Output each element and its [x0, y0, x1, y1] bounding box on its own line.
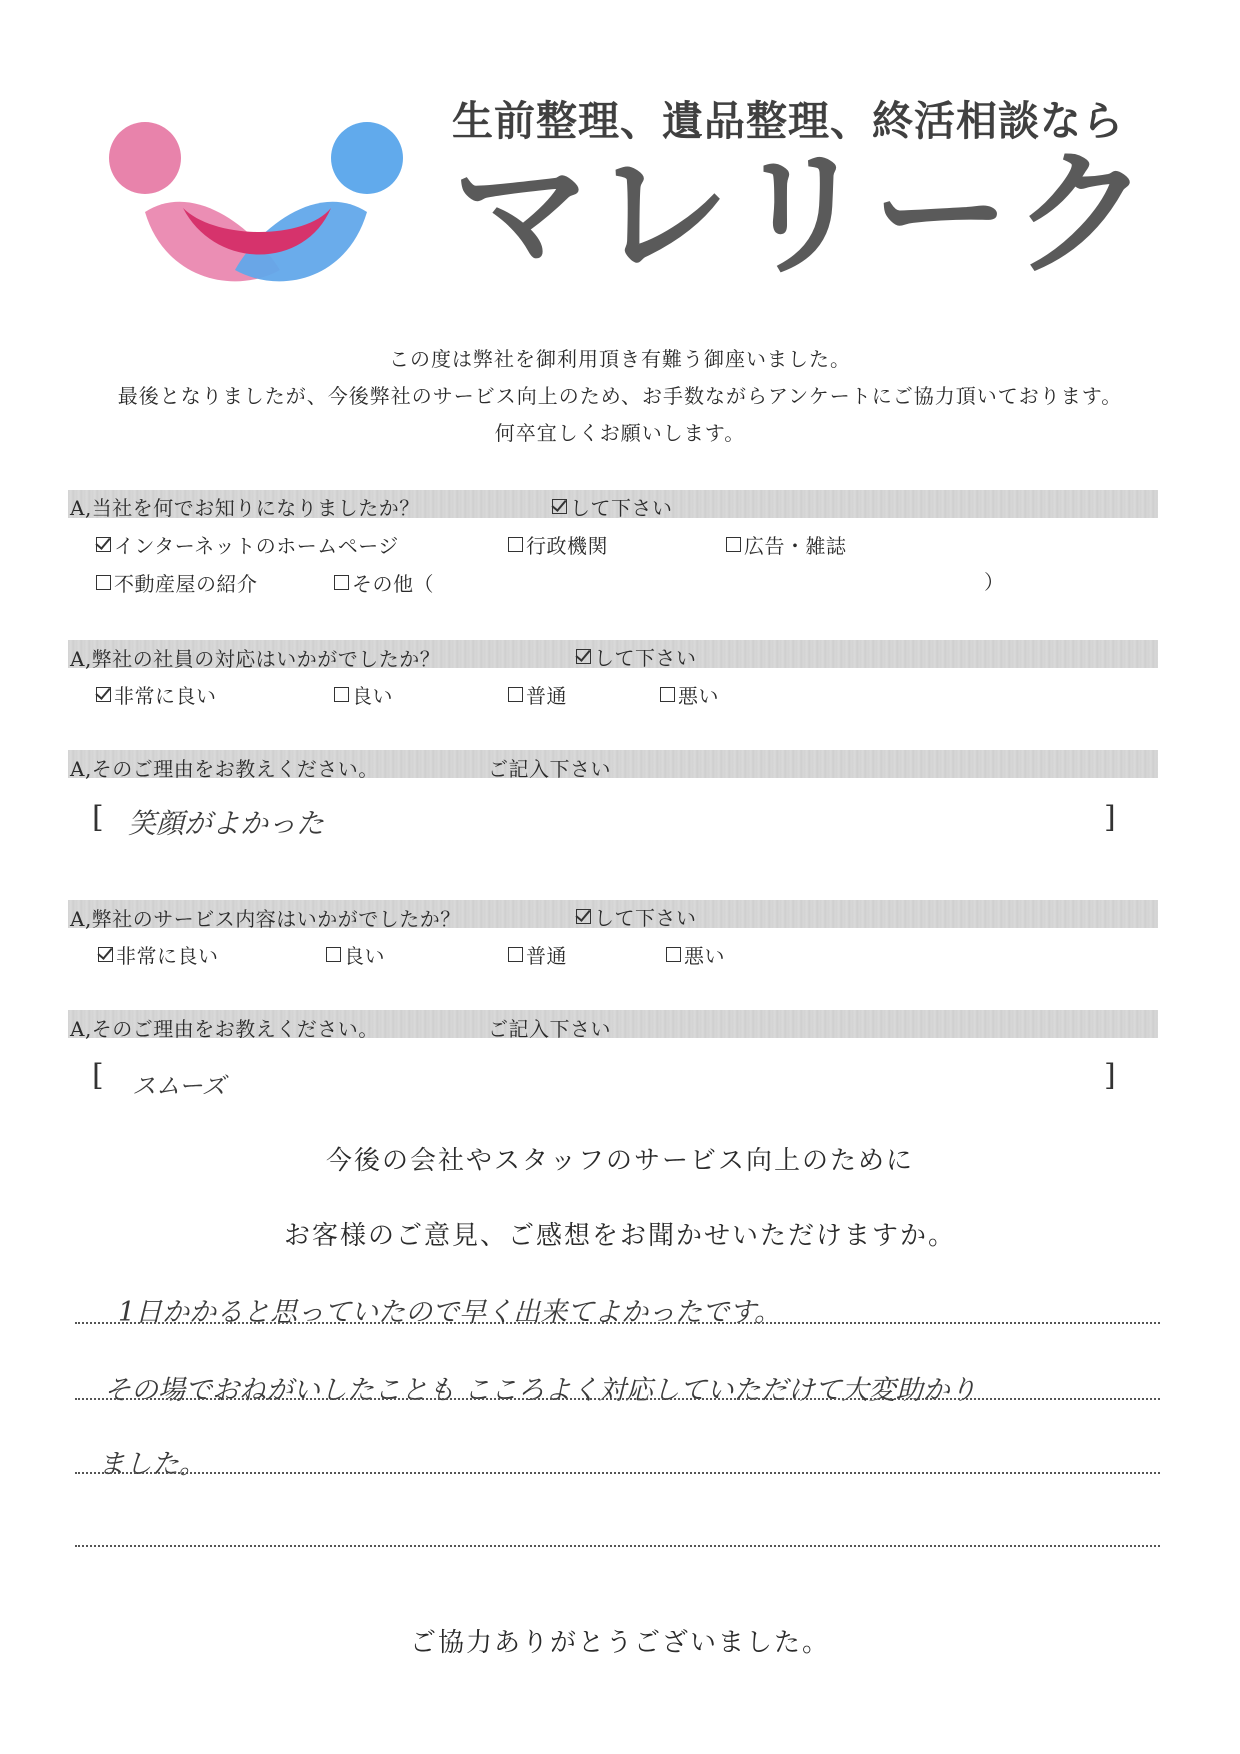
option-label: 非常に良い: [114, 684, 217, 708]
q4-option-very-good[interactable]: [98, 940, 219, 969]
option-label: 普通: [526, 684, 567, 708]
q4-hint: [576, 902, 697, 931]
checkbox-icon[interactable]: [96, 575, 111, 590]
q1-option-other[interactable]: [334, 568, 434, 597]
dotted-line-2: [75, 1398, 1160, 1400]
checkbox-checked-icon[interactable]: [96, 687, 111, 702]
q5-question: A,そのご理由をお教えください。: [70, 1017, 379, 1041]
option-label: 不動産屋の紹介: [114, 572, 258, 596]
option-label: 良い: [344, 944, 385, 968]
feedback-line-2[interactable]: その場でおねがいしたことも こころよく対応していただけて大変助かり: [104, 1375, 977, 1406]
dotted-line-1: [75, 1322, 1160, 1324]
feedback-prompt-1: 今後の会社やスタッフのサービス向上のために: [325, 1146, 914, 1176]
option-label: その他（: [352, 572, 434, 596]
q2-option-average[interactable]: [508, 680, 567, 709]
brand-name: マレリーク: [452, 134, 1153, 295]
q1-option-realestate[interactable]: [96, 568, 258, 597]
intro-line-1: この度は弊社を御利用頂き有難う御座いました。: [389, 347, 851, 371]
q3-answer[interactable]: 笑顔がよかった: [128, 807, 325, 840]
q2-option-very-good[interactable]: [96, 680, 217, 709]
feedback-prompt-2: お客様のご意見、ご感想をお聞かせいただけますか。: [283, 1221, 956, 1251]
checkbox-icon[interactable]: [726, 537, 741, 552]
option-label: 悪い: [678, 684, 719, 708]
q5-open-bracket: [: [92, 1058, 104, 1093]
q4-option-bad[interactable]: [666, 940, 725, 969]
q2-hint: [576, 642, 697, 671]
q1-hint-label: して下さい: [570, 496, 673, 520]
checkbox-icon[interactable]: [508, 947, 523, 962]
tagline: 生前整理、遺品整理、終活相談なら: [452, 97, 1124, 145]
checkbox-icon[interactable]: [660, 687, 675, 702]
q5-close-bracket: ]: [1104, 1058, 1116, 1093]
option-label: 良い: [352, 684, 393, 708]
q1-hint: [552, 492, 673, 521]
hint-check-icon: [576, 649, 591, 664]
checkbox-icon[interactable]: [326, 947, 341, 962]
option-label: インターネットのホームページ: [114, 534, 399, 558]
option-label: 行政機関: [526, 534, 608, 558]
q3-question: A,そのご理由をお教えください。: [70, 757, 379, 781]
q1-question: A,当社を何でお知りになりましたか？: [70, 496, 420, 520]
option-label: 悪い: [684, 944, 725, 968]
q1-option-government[interactable]: [508, 530, 608, 559]
feedback-line-1[interactable]: 1日かかると思っていたので早く出来てよかったです。: [118, 1297, 782, 1328]
checkbox-icon[interactable]: [334, 575, 349, 590]
brand-logo-icon: [105, 120, 415, 300]
q2-hint-label: して下さい: [594, 646, 697, 670]
q5-answer[interactable]: スムーズ: [132, 1072, 226, 1100]
q2-question: A,弊社の社員の対応はいかがでしたか？: [70, 647, 441, 671]
checkbox-checked-icon[interactable]: [96, 537, 111, 552]
q3-open-bracket: [: [92, 800, 104, 835]
q2-option-bad[interactable]: [660, 680, 719, 709]
hint-check-icon: [576, 909, 591, 924]
q1-other-close: ）: [984, 570, 1005, 594]
q1-option-ads[interactable]: [726, 530, 847, 559]
dotted-line-3: [75, 1472, 1160, 1474]
option-label: 広告・雑誌: [744, 534, 847, 558]
q3-hint: ご記入下さい: [488, 757, 611, 781]
checkbox-checked-icon[interactable]: [98, 947, 113, 962]
q4-option-average[interactable]: [508, 940, 567, 969]
q2-option-good[interactable]: [334, 680, 393, 709]
closing-message: ご協力ありがとうございました。: [409, 1628, 830, 1658]
checkbox-icon[interactable]: [508, 537, 523, 552]
feedback-line-3[interactable]: ました。: [98, 1449, 206, 1480]
q4-question: A,弊社のサービス内容はいかがでしたか？: [70, 907, 461, 931]
intro-line-3: 何卒宜しくお願いします。: [494, 421, 746, 445]
checkbox-icon[interactable]: [666, 947, 681, 962]
intro-line-2: 最後となりましたが、今後弊社のサービス向上のため、お手数ながらアンケートにご協力頂いております。: [117, 384, 1123, 408]
dotted-line-4: [75, 1545, 1160, 1547]
q4-option-good[interactable]: [326, 940, 385, 969]
q1-option-internet[interactable]: [96, 530, 399, 559]
option-label: 非常に良い: [116, 944, 219, 968]
q5-hint: ご記入下さい: [488, 1017, 611, 1041]
checkbox-icon[interactable]: [334, 687, 349, 702]
hint-check-icon: [552, 499, 567, 514]
q4-hint-label: して下さい: [594, 906, 697, 930]
q3-close-bracket: ]: [1104, 800, 1116, 835]
checkbox-icon[interactable]: [508, 687, 523, 702]
option-label: 普通: [526, 944, 567, 968]
